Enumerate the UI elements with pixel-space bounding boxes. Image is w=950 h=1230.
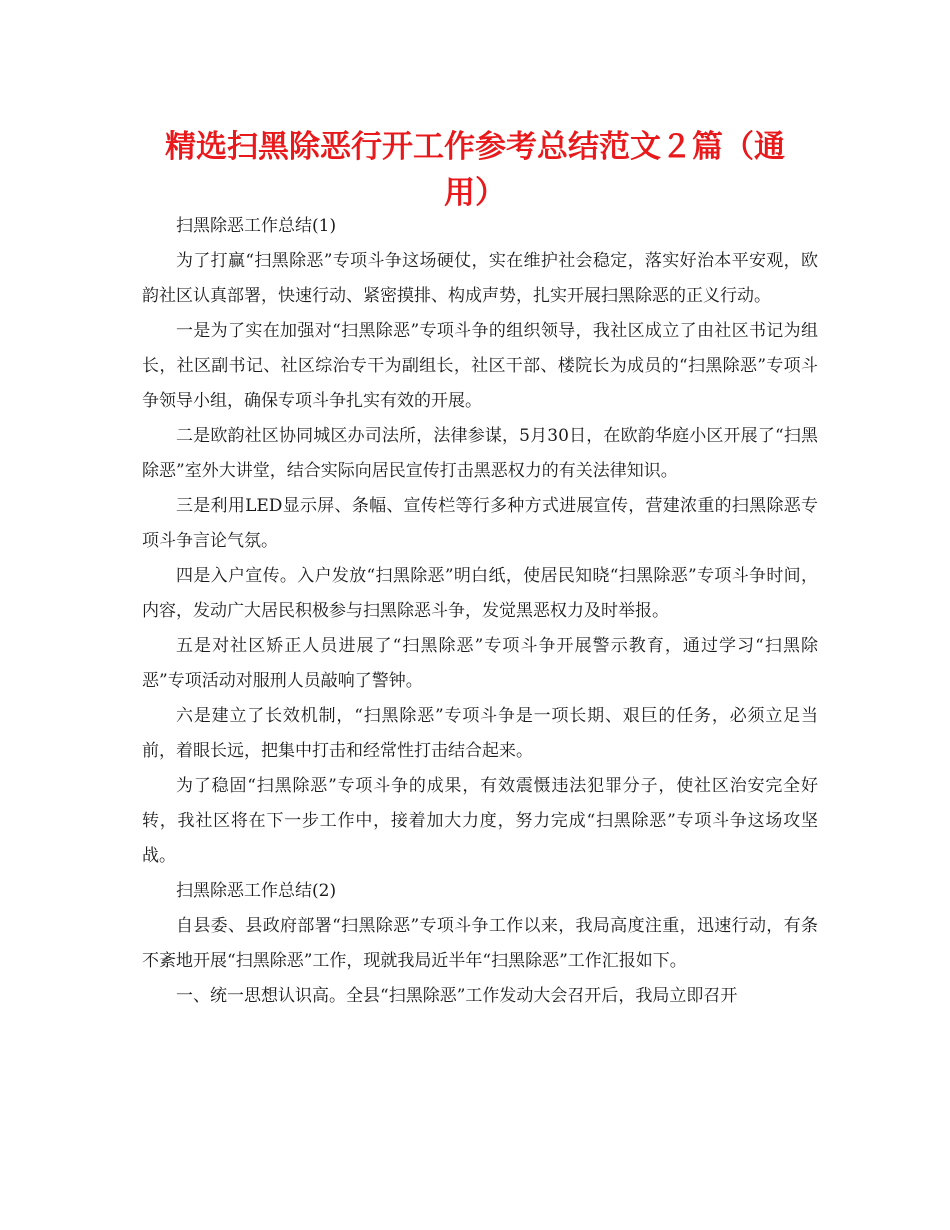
- section-heading-2: 扫黑除恶工作总结(2): [176, 881, 337, 901]
- paragraph-intro-2: 自县委、县政府部署“扫黑除恶”专项斗争工作以来，我局高度注重，迅速行动，有条不紊地开展“扫黑除恶”工作，现就我局近半年“扫黑除恶”工作汇报如下。: [142, 916, 818, 971]
- paragraph-conclusion: 为了稳固“扫黑除恶”专项斗争的成果，有效震慑违法犯罪分子，使社区治安完全好转，我社区将在下一步工作中，接着加大力度，努力完成“扫黑除恶”专项斗争这场攻坚战。: [142, 776, 818, 866]
- paragraph-point-3: 三是利用LED显示屏、条幅、宣传栏等行多种方式进展宣传，营建浓重的扫黑除恶专项斗争言论气氛。: [142, 496, 818, 551]
- paragraph-intro: 为了打赢“扫黑除恶”专项斗争这场硬仗，实在维护社会稳定，落实好治本平安观，欧韵社区认真部署，快速行动、紧密摸排、构成声势，扎实开展扫黑除恶的正义行动。: [142, 251, 818, 306]
- paragraph-point-2: 二是欧韵社区协同城区办司法所，法律参谋，5月30日，在欧韵华庭小区开展了“扫黑除恶”室外大讲堂，结合实际向居民宣传打击黑恶权力的有关法律知识。: [142, 426, 818, 481]
- paragraph-point-4: 四是入户宣传。入户发放“扫黑除恶”明白纸，使居民知晓“扫黑除恶”专项斗争时间，内容，发动广大居民积极参与扫黑除恶斗争，发觉黑恶权力及时举报。: [142, 566, 818, 621]
- document-title: 精选扫黑除恶行开工作参考总结范文２篇（通用）: [165, 129, 785, 211]
- section-heading-1: 扫黑除恶工作总结(1): [176, 216, 337, 236]
- paragraph-point-6: 六是建立了长效机制，“扫黑除恶”专项斗争是一项长期、艰巨的任务，必须立足当前，着眼长远，把集中打击和经常性打击结合起来。: [142, 706, 818, 761]
- document-body: [142, 209, 818, 1014]
- paragraph-section-2-point-1: 一、统一思想认识高。全县“扫黑除恶”工作发动大会召开后，我局立即召开: [176, 986, 738, 1006]
- paragraph-point-1: 一是为了实在加强对“扫黑除恶”专项斗争的组织领导，我社区成立了由社区书记为组长，社区副书记、社区综治专干为副组长，社区干部、楼院长为成员的“扫黑除恶”专项斗争领导小组，确保专项斗争扎实有效的开展。: [142, 321, 818, 411]
- paragraph-point-5: 五是对社区矫正人员进展了“扫黑除恶”专项斗争开展警示教育，通过学习“扫黑除恶”专项活动对服刑人员敲响了警钟。: [142, 636, 818, 691]
